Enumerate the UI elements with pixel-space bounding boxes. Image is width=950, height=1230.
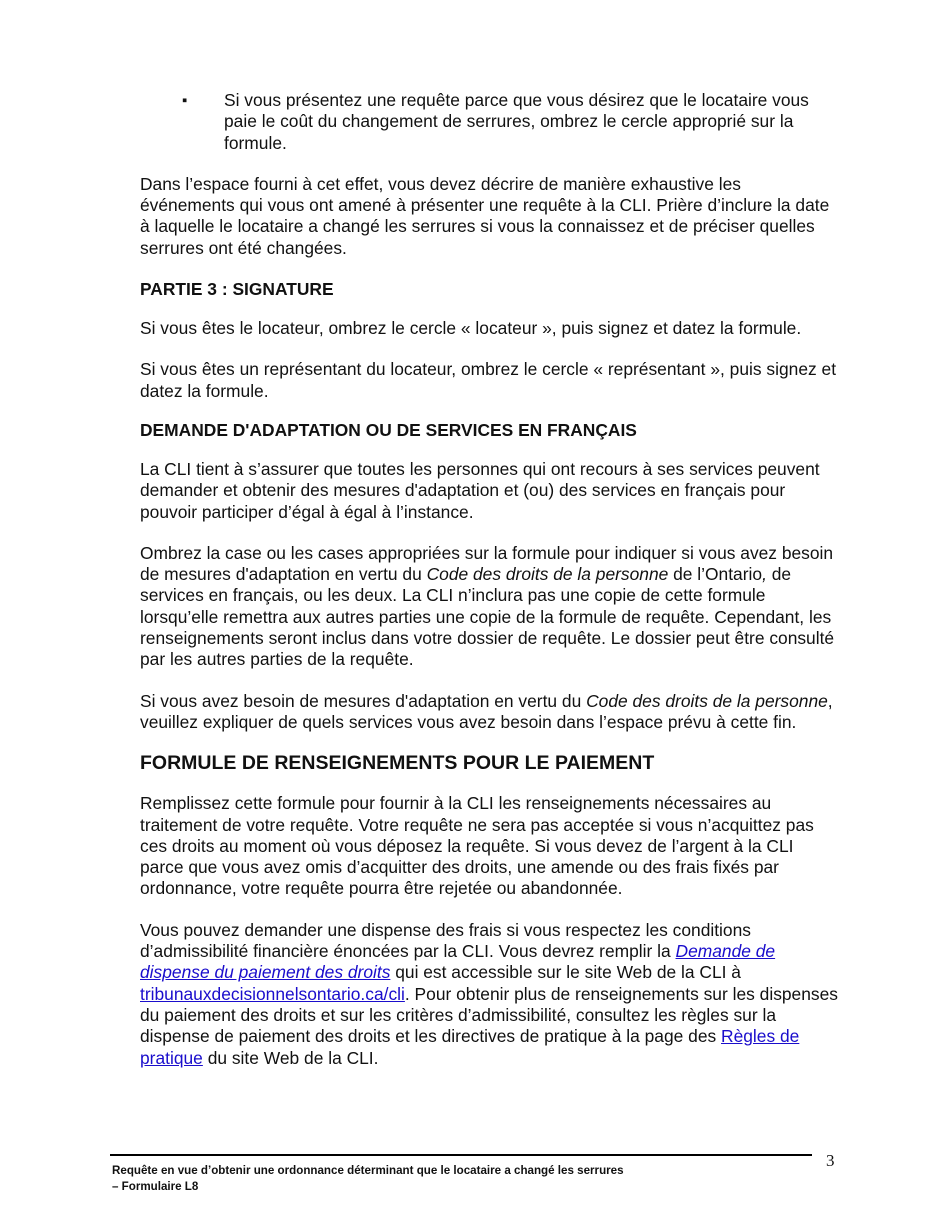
paragraph-landlord: Si vous êtes le locateur, ombrez le cercle « locateur », puis signez et datez la formule.	[140, 318, 802, 339]
text-segment: . Pour obtenir plus de renseignements sur les dispenses du paiement des droits et sur les critères d’admissibilité, consultez les règles sur la dispense de paiement des droits et les directives de pratique à la page des	[140, 983, 838, 1047]
footer-line-1: Requête en vue d’obtenir une ordonnance déterminant que le locataire a changé les serrures	[112, 1164, 624, 1177]
paragraph-payment-info: Remplissez cette formule pour fournir à la CLI les renseignements nécessaires au traitement de votre requête. Votre requête ne sera pas acceptée si vous n’acquittez pas ces droits au moment où vous déposez la requête. Si vous devez de l’argent à la CLI parce que vous avez omis d’acquitter des droits, une amende ou des frais fixés par ordonnance, votre requête pourra être rejetée ou abandonnée.	[140, 793, 814, 899]
footer-form-title	[112, 1163, 624, 1195]
heading-part-3: PARTIE 3 : SIGNATURE	[140, 279, 334, 300]
heading-adaptation: DEMANDE D'ADAPTATION OU DE SERVICES EN FRANÇAIS	[140, 419, 637, 440]
heading-payment: FORMULE DE RENSEIGNEMENTS POUR LE PAIEMENT	[140, 752, 655, 775]
paragraph-adaptation-explain	[140, 691, 840, 734]
fee-waiver-link-text: Demande de dispense du paiement des droits	[140, 941, 776, 983]
square-bullet-icon: ▪	[182, 92, 188, 109]
document-body	[140, 90, 840, 1089]
text-segment: Ombrez la case ou les cases appropriées sur la formule pour indiquer si vous avez besoin de mesures d'adaptation en vertu du	[140, 542, 834, 585]
text-segment: du site Web de la CLI.	[202, 1047, 379, 1068]
paragraph-representative: Si vous êtes un représentant du locateur, ombrez le cercle « représentant », puis signez et datez la formule.	[140, 359, 837, 401]
italic-comma: ,	[762, 564, 767, 585]
bullet-text: Si vous présentez une requête parce que vous désirez que le locataire vous paie le coût du changement de serrures, ombrez le cercle approprié sur la formule.	[224, 90, 809, 153]
footer-line-2: – Formulaire L8	[112, 1180, 199, 1193]
footer-divider	[110, 1154, 812, 1156]
paragraph-events: Dans l’espace fourni à cet effet, vous devez décrire de manière exhaustive les événements qui vous ont amené à présenter une requête à la CLI. Prière d’inclure la date à laquelle le locataire a changé les serrures si vous la connaissez et de préciser quelles serrures ont été changées.	[140, 173, 830, 258]
code-title-italic: Code des droits de la personne	[586, 690, 828, 711]
text-segment: Si vous avez besoin de mesures d'adaptation en vertu du	[140, 690, 587, 711]
text-segment: Vous pouvez demander une dispense des frais si vous respectez les conditions d’admissibilité financière énoncées par la CLI. Vous devrez remplir la	[140, 919, 751, 962]
paragraph-adaptation-intro: La CLI tient à s’assurer que toutes les personnes qui ont recours à ses services peuvent demander et obtenir des mesures d'adaptation et (ou) des services en français pour pouvoir participer d’égal à égal à l’instance.	[140, 458, 820, 522]
text-segment: de services en français, ou les deux. La CLI n’inclura pas une copie de cette formule lorsqu’elle remettra aux autres parties une copie de la formule de requête. Cependant, les renseignements seront inclus dans votre dossier de requête. Le dossier peut être consulté par les autres parties de la requête.	[140, 564, 835, 670]
text-segment: , veuillez expliquer de quels services vous avez besoin dans l’espace prévu à cette fin.	[140, 690, 833, 732]
page-number: 3	[826, 1151, 835, 1170]
code-title-italic: Code des droits de la personne	[426, 564, 669, 585]
paragraph-adaptation-boxes	[140, 543, 840, 671]
text-segment: qui est accessible sur le site Web de la CLI à	[390, 962, 741, 983]
tribunal-website-link[interactable]: tribunauxdecisionnelsontario.ca/cli	[140, 983, 405, 1004]
bullet-item	[140, 90, 840, 154]
rules-of-practice-link[interactable]: Règles de pratique	[140, 1026, 800, 1068]
text-segment: de l’Ontario	[668, 564, 763, 585]
paragraph-fee-waiver	[140, 920, 840, 1069]
